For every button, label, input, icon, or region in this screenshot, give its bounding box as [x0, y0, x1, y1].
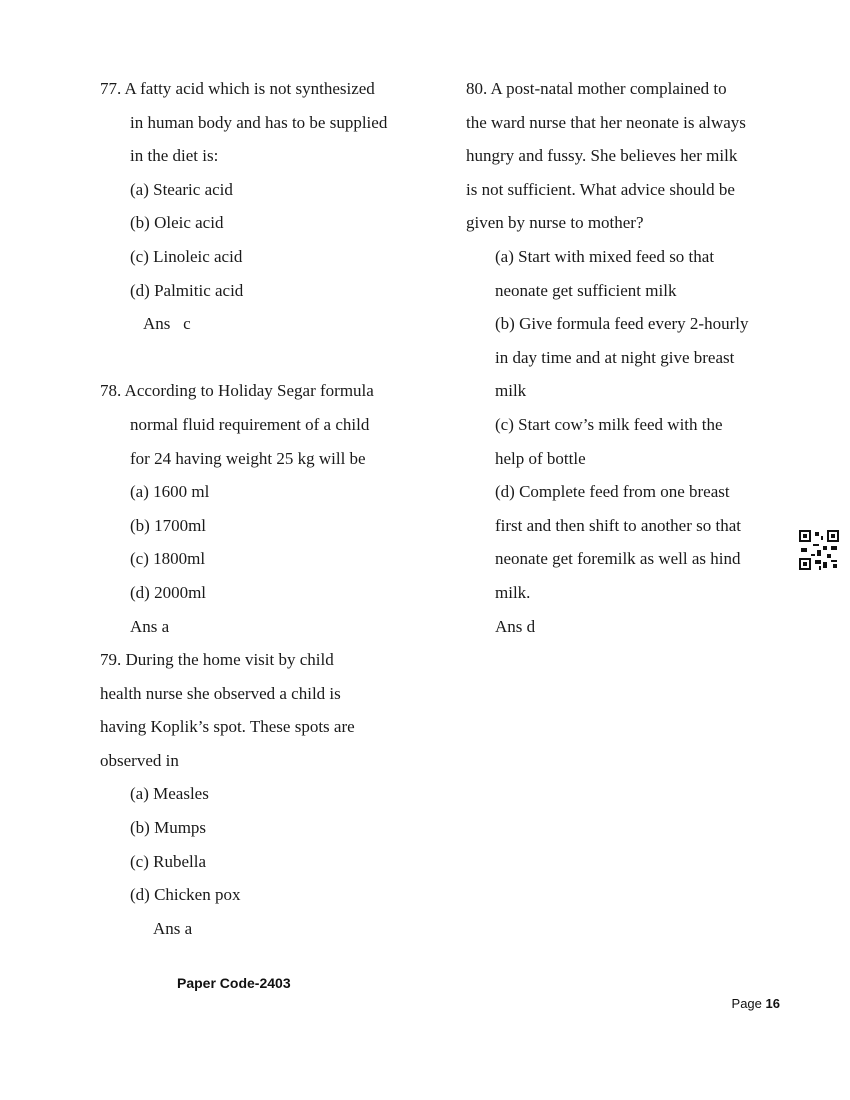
- question-80-option-d-line-2: first and then shift to another so that: [495, 515, 741, 535]
- question-78-option-b: (b) 1700ml: [130, 515, 207, 535]
- question-78-option-c: (c) 1800ml: [130, 549, 206, 569]
- question-80-line-3: hungry and fussy. She believes her milk: [466, 146, 738, 166]
- question-77-line-3: in the diet is:: [130, 146, 219, 166]
- question-79-answer: Ans a: [153, 918, 193, 938]
- question-77-option-b: (b) Oleic acid: [130, 213, 224, 233]
- question-77-option-a: (a) Stearic acid: [130, 179, 233, 199]
- question-79-line-2: health nurse she observed a child is: [100, 683, 341, 703]
- question-78-answer: Ans a: [130, 616, 170, 636]
- question-77-answer: Ans c: [143, 314, 191, 334]
- question-80-line-1: 80. A post-natal mother complained to: [466, 79, 727, 98]
- question-80-line-5: given by nurse to mother?: [466, 213, 644, 233]
- question-80-option-d-line-1: (d) Complete feed from one breast: [495, 482, 730, 502]
- question-80-option-d-line-4: milk.: [495, 582, 531, 602]
- question-79-option-c: (c) Rubella: [130, 851, 206, 871]
- left-column: [100, 72, 420, 945]
- question-80-option-c-line-2: help of bottle: [495, 448, 586, 468]
- qr-code-icon: [799, 530, 839, 570]
- question-78-option-a: (a) 1600 ml: [130, 482, 210, 502]
- question-77: [100, 72, 420, 341]
- question-80-option-a-line-2: neonate get sufficient milk: [495, 280, 677, 300]
- question-80-line-4: is not sufficient. What advice should be: [466, 179, 735, 199]
- question-80-answer: Ans d: [495, 616, 536, 636]
- question-79-option-d: (d) Chicken pox: [130, 885, 241, 905]
- question-80-option-a-line-1: (a) Start with mixed feed so that: [495, 246, 715, 266]
- question-80: [466, 72, 782, 643]
- question-77-line-1: 77. A fatty acid which is not synthesized: [100, 79, 375, 98]
- question-80-option-c-line-1: (c) Start cow’s milk feed with the: [495, 414, 723, 434]
- question-80-option-b-line-2: in day time and at night give breast: [495, 347, 735, 367]
- question-78-line-3: for 24 having weight 25 kg will be: [130, 448, 366, 468]
- question-79-option-a: (a) Measles: [130, 784, 209, 804]
- question-77-line-2: in human body and has to be supplied: [130, 112, 388, 132]
- page-number: [732, 996, 780, 1011]
- question-77-option-c: (c) Linoleic acid: [130, 246, 243, 266]
- page-label: Page: [731, 996, 762, 1011]
- question-77-option-d: (d) Palmitic acid: [130, 280, 244, 300]
- question-80-option-d-line-3: neonate get foremilk as well as hind: [495, 549, 741, 569]
- question-79: [100, 643, 420, 945]
- question-79-line-1: 79. During the home visit by child: [100, 650, 334, 670]
- question-80-line-2: the ward nurse that her neonate is always: [466, 112, 746, 132]
- right-column: [466, 72, 782, 643]
- question-78-option-d: (d) 2000ml: [130, 582, 207, 602]
- question-79-line-3: having Koplik’s spot. These spots are: [100, 717, 355, 737]
- question-79-option-b: (b) Mumps: [130, 818, 207, 838]
- question-78: [100, 374, 420, 643]
- paper-code: Paper Code-2403: [177, 975, 291, 991]
- question-78-line-1: 78. According to Holiday Segar formula: [100, 381, 374, 401]
- question-79-line-4: observed in: [100, 750, 179, 770]
- question-80-option-b-line-3: milk: [495, 381, 527, 401]
- page-number-value: 16: [765, 996, 780, 1011]
- question-78-line-2: normal fluid requirement of a child: [130, 414, 370, 434]
- question-80-option-b-line-1: (b) Give formula feed every 2-hourly: [495, 314, 749, 334]
